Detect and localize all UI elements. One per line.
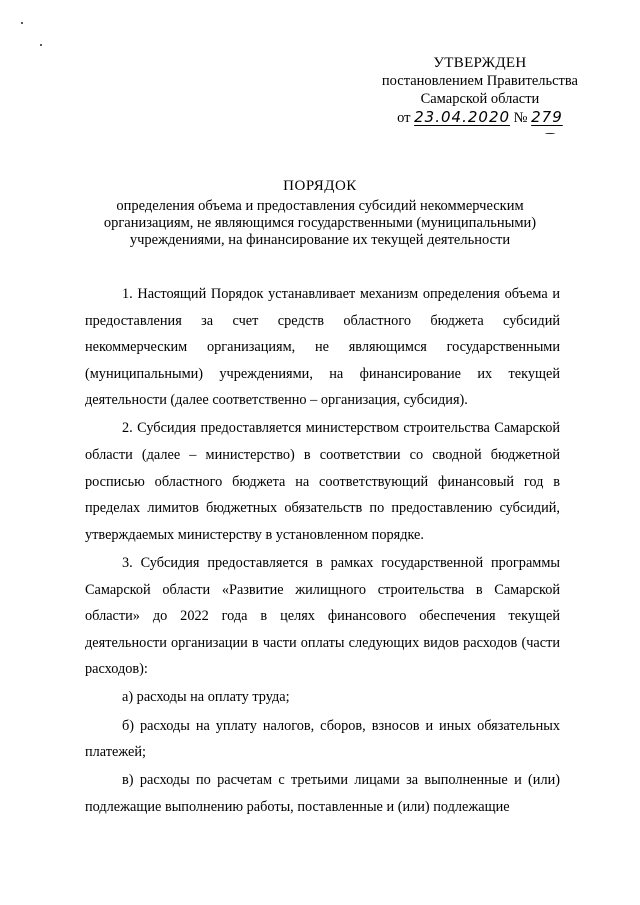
approval-title: УТВЕРЖДЕН [433,55,527,71]
document-subtitle-line-1: определения объема и предоставления субсидий некоммерческим [116,198,524,214]
paragraph-3: 3. Субсидия предоставляется в рамках государственной программы Самарской области «Развитие жилищного строительства в Самарской области» до 2022 года в целях финансового обеспечения текущей деятельности организации в части оплаты следующих видов расходов (части расходов): [85,554,560,678]
scan-speck [545,133,555,134]
paragraph-2: 2. Субсидия предоставляется министерством строительства Самарской области (далее – министерство) в соответствии со сводной бюджетной росписью областного бюджета на соответствующий финансовый год в пределах лимитов бюджетных обязательств по предоставлению субсидий, утверждаемых министерству в установленном порядке. [85,420,560,543]
approval-block [382,54,578,127]
document-body [85,281,560,820]
approval-date-line [382,108,578,127]
approval-line-2: Самарской области [420,91,540,107]
scan-speck [40,44,42,46]
date-prefix: от [397,110,411,126]
paragraph-3b: б) расходы на уплату налогов, сборов, взносов и иных обязательных платежей; [85,717,560,761]
document-subtitle-line-3: учреждениями, на финансирование их текущей деятельности [129,232,511,248]
handwritten-date: 23.04.2020 [414,108,511,126]
paragraph-3c: в) расходы по расчетам с третьими лицами за выполненные и (или) подлежащие выполнению работы, поставленные и (или) подлежащие [85,772,560,815]
document-heading [0,178,640,249]
scan-speck [21,22,23,24]
document-title: ПОРЯДОК [283,178,357,194]
number-sign: № [513,110,528,126]
document-subtitle-line-2: организациям, не являющимся государственными (муниципальными) [103,215,537,231]
approval-line-1: постановлением Правительства [381,73,578,89]
paragraph-1: 1. Настоящий Порядок устанавливает механизм определения объема и предоставления за счет средств областного бюджета субсидий некоммерческим организациям, не являющимся государственными (муниципальными) учреждениями, на финансирование их текущей деятельности (далее соответственно – организация, субсидия). [85,286,560,409]
handwritten-number: 279 [531,108,563,126]
paragraph-3a: а) расходы на оплату труда; [122,689,290,706]
